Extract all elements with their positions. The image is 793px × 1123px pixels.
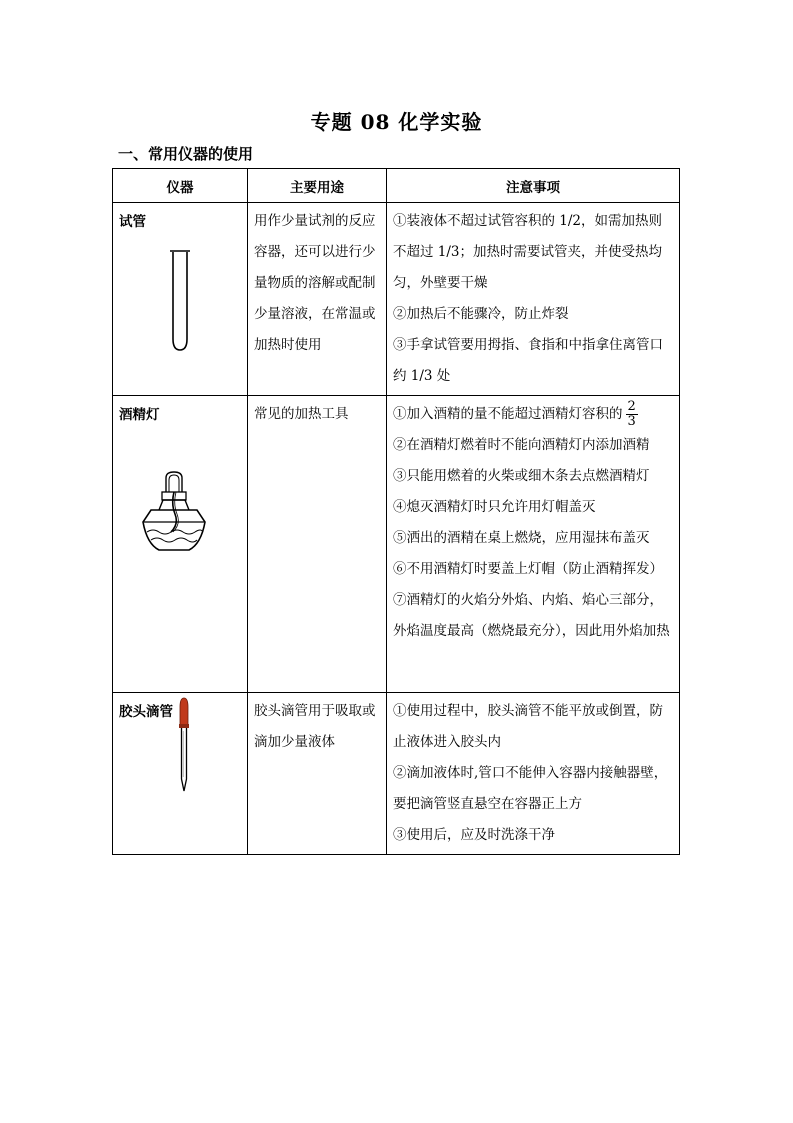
note-item: ①装液体不超过试管容积的 1/2，如需加热则不超过 1/3；加热时需要试管夹，并使受热均匀，外壁要干燥 [393, 213, 663, 291]
fraction-denominator: 3 [627, 414, 636, 429]
table-row-alcohol-lamp [113, 396, 680, 693]
note-item: ②滴加液体时,管口不能伸入容器内接触器壁，要把滴管竖直悬空在容器正上方 [393, 765, 668, 812]
note-item: ⑤洒出的酒精在桌上燃烧，应用湿抹布盖灭 [393, 530, 650, 546]
table-row-test-tube [113, 203, 680, 396]
note-item: ②加热后不能骤冷，防止炸裂 [393, 306, 569, 322]
fraction-numerator: 2 [627, 399, 636, 414]
use-cell: 常见的加热工具 [248, 396, 387, 693]
test-tube-icon [169, 249, 191, 353]
header-instrument: 仪器 [113, 169, 248, 203]
instrument-name: 酒精灯 [119, 407, 160, 423]
note-item: ③只能用燃着的火柴或细木条去点燃酒精灯 [393, 468, 650, 484]
note-item: ③使用后，应及时洗涤干净 [393, 827, 555, 843]
instruments-table [112, 168, 680, 855]
notes-cell [387, 693, 680, 855]
table-header-row [113, 169, 680, 203]
alcohol-lamp-icon [141, 470, 207, 554]
page-title: 专题 08 化学实验 [310, 110, 483, 134]
note-item [393, 399, 675, 430]
instrument-name: 试管 [119, 214, 146, 230]
fraction [626, 400, 638, 429]
note-text: ①加入酒精的量不能超过酒精灯容积的 [393, 406, 623, 422]
use-cell: 胶头滴管用于吸取或滴加少量液体 [248, 693, 387, 855]
use-cell: 用作少量试剂的反应容器，还可以进行少量物质的溶解或配制少量溶液，在常温或加热时使用 [248, 203, 387, 396]
instrument-cell [113, 693, 248, 855]
note-item: ④熄灭酒精灯时只允许用灯帽盖灭 [393, 499, 596, 515]
notes-cell [387, 203, 680, 396]
note-item: ③手拿试管要用拇指、食指和中指拿住离管口约 1/3 处 [393, 337, 663, 384]
notes-cell [387, 396, 680, 693]
table-row-dropper [113, 693, 680, 855]
note-item: ⑥不用酒精灯时要盖上灯帽（防止酒精挥发） [393, 561, 663, 577]
section-title: 一、常用仪器的使用 [118, 145, 254, 163]
instrument-cell [113, 396, 248, 693]
header-main-use: 主要用途 [248, 169, 387, 203]
note-item: ①使用过程中，胶头滴管不能平放或倒置，防止液体进入胶头内 [393, 703, 663, 750]
note-item: ⑦酒精灯的火焰分外焰、内焰、焰心三部分，外焰温度最高（燃烧最充分），因此用外焰加热 [393, 592, 670, 639]
instrument-cell [113, 203, 248, 396]
note-item: ②在酒精灯燃着时不能向酒精灯内添加酒精 [393, 437, 650, 453]
instrument-name: 胶头滴管 [119, 704, 173, 720]
header-notes: 注意事项 [387, 169, 680, 203]
